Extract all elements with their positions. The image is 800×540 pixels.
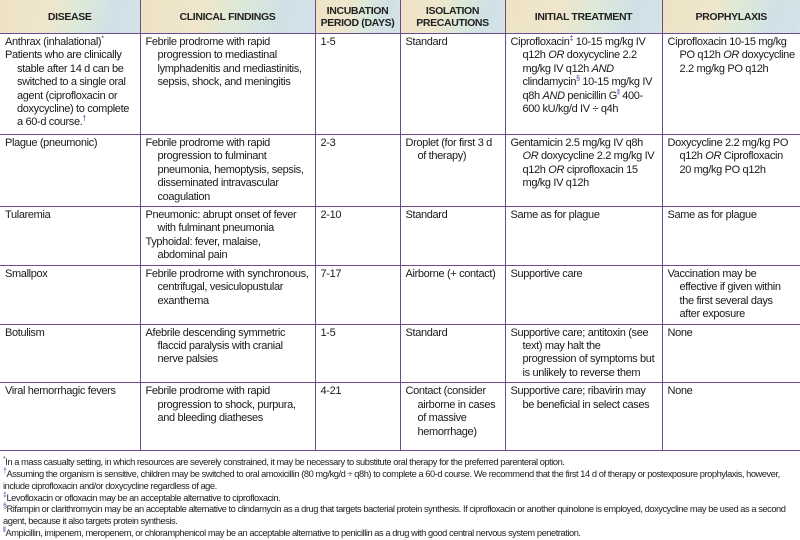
cell-text: Febrile prodrome with synchronous, centrifugal, vesiculopustular exanthema [145, 268, 309, 307]
cell-text: Same as for plague [667, 209, 757, 222]
footnote-marker: § [576, 75, 580, 83]
footnote-marker: § [3, 503, 7, 511]
cell-text: Afebrile descending symmetric flaccid paralysis with cranial nerve palsies [145, 326, 286, 366]
cell-text: Typhoidal: fever, malaise, abdominal pain [145, 235, 261, 262]
findings-cell [140, 266, 315, 325]
isolation-cell [400, 207, 505, 266]
disease-cell [0, 34, 140, 135]
cell-text: 400-600 kU/kg/d IV ÷ q4h [522, 89, 643, 116]
cell-paragraph [405, 209, 500, 222]
cell-paragraph [667, 209, 796, 222]
cell-paragraph [405, 326, 500, 340]
cell-paragraph [405, 137, 500, 164]
disease-cell [0, 135, 140, 207]
treatment-cell [505, 324, 662, 383]
cell-text: Botulism [5, 326, 45, 339]
cell-text: Doxycycline 2.2 mg/kg PO q12h [667, 137, 789, 163]
cell-paragraph [320, 268, 395, 281]
table-row [0, 266, 800, 325]
footnote-text: Ampicillin, imipenem, meropenem, or chloramphenicol may be an acceptable alternative to penicillin as a drug with good central nervous system penetration. [5, 528, 581, 539]
cell-paragraph [667, 268, 796, 322]
conjunction-text: AND [542, 89, 565, 102]
cell-text: Tularemia [5, 209, 51, 222]
prophylaxis-cell [662, 135, 800, 207]
incubation-cell [315, 383, 400, 451]
cell-text: Anthrax (inhalational) [5, 36, 102, 48]
cell-paragraph [667, 137, 796, 177]
disease-cell [0, 266, 140, 325]
cell-text: 10-15 mg/kg IV q8h [522, 76, 653, 102]
cell-paragraph [320, 137, 395, 150]
cell-paragraph [320, 209, 395, 222]
footnote [3, 469, 797, 493]
incubation-cell [315, 266, 400, 325]
table-row [0, 207, 800, 266]
findings-cell [140, 34, 315, 135]
footnote-text: In a mass casualty setting, in which resources are severely constrained, it may be necessary to substitute oral therapy for the preferred parenteral option. [5, 457, 565, 468]
isolation-cell [400, 324, 505, 383]
footnote-marker: * [101, 35, 104, 43]
cell-paragraph [5, 209, 135, 222]
treatment-cell [505, 34, 662, 135]
cell-paragraph [510, 209, 657, 222]
cell-text: doxycycline 2.2 mg/kg IV q12h [522, 49, 637, 75]
conjunction-text: OR [705, 150, 722, 163]
cell-paragraph [5, 49, 135, 129]
footnote-marker: ‡ [569, 35, 574, 43]
cell-text: Febrile prodrome with rapid progression to shock, purpura, and bleeding diatheses [145, 385, 296, 425]
cell-paragraph [145, 385, 310, 425]
footnote-marker: ‡ [3, 491, 7, 499]
prophylaxis-cell [662, 383, 800, 451]
conjunction-text: OR [723, 49, 739, 62]
table-header-row [0, 0, 800, 34]
cell-text: 7-17 [320, 268, 342, 281]
header-isolation-precautions: ISOLATION PRECAUTIONS [400, 0, 505, 34]
table-row [0, 34, 800, 135]
cell-paragraph [145, 268, 310, 308]
table-row [0, 324, 800, 383]
header-incubation-period: INCUBATION PERIOD (DAYS) [315, 0, 400, 34]
conjunction-text: AND [591, 62, 614, 75]
cell-paragraph [510, 385, 657, 412]
cell-text: Ciprofloxacin [510, 36, 570, 48]
header-clinical-findings: CLINICAL FINDINGS [140, 0, 315, 34]
footnote-marker: ‖ [617, 88, 620, 96]
cell-text: penicillin G [564, 89, 618, 102]
cell-paragraph [667, 326, 796, 340]
cell-paragraph [510, 268, 657, 281]
cell-paragraph [145, 235, 310, 263]
cell-paragraph [405, 385, 500, 439]
cell-text: Smallpox [5, 268, 48, 281]
cell-text: 10-15 mg/kg IV q12h [522, 36, 646, 62]
footnotes [0, 451, 800, 540]
cell-paragraph [145, 137, 310, 204]
cell-paragraph [5, 137, 135, 150]
treatment-cell [505, 266, 662, 325]
footnote-text: Levofloxacin or ofloxacin may be an acceptable alternative to ciprofloxacin. [6, 492, 281, 503]
footnote [3, 528, 797, 540]
cell-text: Standard [405, 326, 448, 339]
conjunction-text: OR [548, 163, 565, 176]
cell-text: Gentamicin 2.5 mg/kg IV q8h [510, 137, 643, 149]
prophylaxis-cell [662, 324, 800, 383]
footnote-marker: ‖ [3, 526, 6, 534]
cell-text: 1-5 [320, 36, 336, 48]
conjunction-text: OR [548, 49, 565, 62]
cell-paragraph [667, 385, 796, 398]
incubation-cell [315, 324, 400, 383]
cell-text: doxycycline 2.2 mg/kg PO q12h [679, 49, 795, 75]
cell-paragraph [5, 326, 135, 340]
cell-text: Supportive care; ribavirin may be beneficial in select cases [510, 385, 650, 411]
isolation-cell [400, 383, 505, 451]
cell-paragraph [320, 36, 395, 49]
prophylaxis-cell [662, 266, 800, 325]
incubation-cell [315, 34, 400, 135]
isolation-cell [400, 266, 505, 325]
header-initial-treatment: INITIAL TREATMENT [505, 0, 662, 34]
table-body [0, 34, 800, 451]
cell-text: Contact (consider airborne in cases of massive hemorrhage) [405, 385, 496, 438]
cell-text: 1-5 [320, 326, 336, 339]
cell-paragraph [145, 36, 310, 90]
cell-text: Airborne (+ contact) [405, 268, 496, 281]
footnote-marker: † [82, 115, 86, 123]
cell-text: Droplet (for first 3 d of therapy) [405, 137, 492, 163]
cell-text: doxycycline 2.2 mg/kg IV q12h [522, 150, 655, 176]
cell-text: Pneumonic: abrupt onset of fever with fulminant pneumonia [145, 209, 297, 235]
treatment-cell [505, 135, 662, 207]
cell-text: Ciprofloxacin 10-15 mg/kg PO q12h [667, 36, 787, 62]
findings-cell [140, 324, 315, 383]
findings-cell [140, 383, 315, 451]
conjunction-text: OR [522, 150, 539, 163]
cell-paragraph [5, 268, 135, 281]
footnote [3, 504, 797, 528]
cell-paragraph [145, 209, 310, 236]
cell-text: Same as for plague [510, 209, 600, 222]
findings-cell [140, 135, 315, 207]
cell-text: None [667, 385, 693, 398]
disease-cell [0, 207, 140, 266]
cell-paragraph [5, 35, 135, 49]
incubation-cell [315, 207, 400, 266]
disease-cell [0, 324, 140, 383]
cell-paragraph [667, 36, 796, 76]
header-disease: DISEASE [0, 0, 140, 34]
footnote-text: Assuming the organism is sensitive, children may be switched to oral amoxicillin (80 mg/kg/d ÷ q8h) to complete a 60-d course. We recommend that the first 14 d of therapy or postexposure prophylaxis, however, include ciprofloxacin and/or doxycycline regardless of age. [3, 469, 780, 491]
cell-paragraph [510, 35, 657, 116]
footnote-marker: † [3, 467, 7, 475]
isolation-cell [400, 34, 505, 135]
header-prophylaxis: PROPHYLAXIS [662, 0, 800, 34]
incubation-cell [315, 135, 400, 207]
cell-text: Febrile prodrome with rapid progression to mediastinal lymphadenitis and mediastinitis, sepsis, shock, and meningitis [145, 36, 302, 89]
findings-cell [140, 207, 315, 266]
cell-text: Viral hemorrhagic fevers [5, 385, 116, 398]
isolation-cell [400, 135, 505, 207]
cell-text: Supportive care [510, 268, 583, 281]
footnote-marker: * [3, 456, 6, 464]
footnote [3, 493, 797, 505]
cell-text: 4-21 [320, 385, 342, 398]
cell-text: 2-10 [320, 209, 342, 222]
cell-text: Patients who are clinically stable after 14 d can be switched to a single oral agent (ciprofloxacin or doxycycline) to complete a 60-d course. [5, 49, 130, 129]
cell-text: Vaccination may be effective if given within the first several days after exposure [667, 268, 781, 321]
table-row [0, 383, 800, 451]
cell-text: ciprofloxacin 15 mg/kg IV q12h [522, 163, 638, 190]
cell-text: Standard [405, 209, 448, 222]
cell-text: 2-3 [320, 137, 336, 149]
cell-paragraph [145, 326, 310, 367]
treatment-cell [505, 383, 662, 451]
disease-cell [0, 383, 140, 451]
cell-paragraph [405, 36, 500, 49]
cell-paragraph [320, 326, 395, 340]
footnote [3, 457, 797, 469]
table-row [0, 135, 800, 207]
cell-text: clindamycin [522, 76, 577, 89]
footnote-text: Rifampin or clarithromycin may be an acceptable alternative to clindamycin as a drug that targets bacterial protein synthesis. If ciprofloxacin or another quinolone is employed, doxycycline may be used as a second agent, because it also targets protein synthesis. [3, 504, 786, 527]
cell-paragraph [510, 326, 657, 381]
cell-text: Supportive care; antitoxin (see text) may halt the progression of symptoms but is unlikely to reverse them [510, 326, 655, 379]
cell-text: None [667, 326, 693, 339]
cell-paragraph [320, 385, 395, 398]
cell-paragraph [405, 268, 500, 281]
cell-text: Standard [405, 36, 448, 48]
prophylaxis-cell [662, 34, 800, 135]
treatment-cell [505, 207, 662, 266]
cell-text: Plague (pneumonic) [5, 137, 98, 149]
cell-paragraph [510, 137, 657, 191]
cell-text: Ciprofloxacin 20 mg/kg PO q12h [679, 150, 783, 176]
cell-paragraph [5, 385, 135, 398]
cell-text: Febrile prodrome with rapid progression to fulminant pneumonia, hemoptysis, sepsis, disseminated intravascular coagulation [145, 137, 304, 203]
prophylaxis-cell [662, 207, 800, 266]
